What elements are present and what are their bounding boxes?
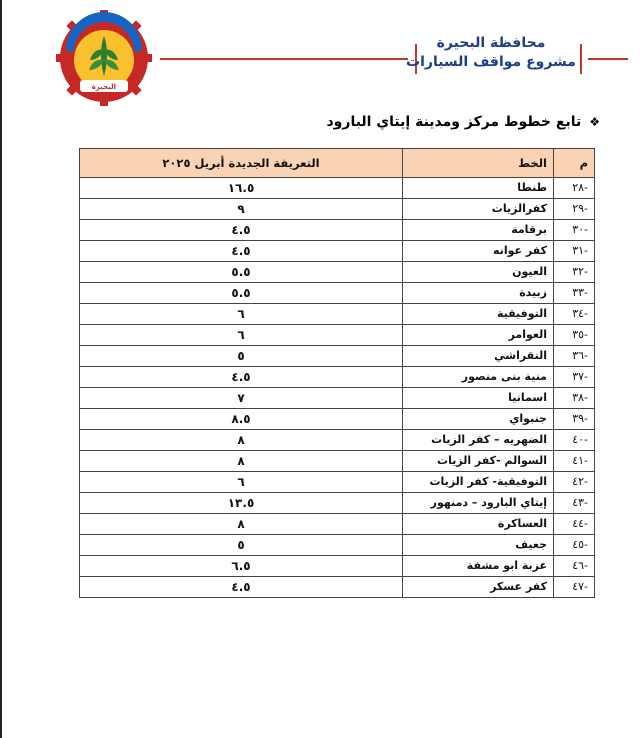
- table-row: [80, 199, 595, 220]
- table-row: [80, 514, 595, 535]
- row-number: -٣١: [554, 241, 595, 262]
- row-fare: ٨: [80, 430, 403, 451]
- governorate-name: محافظة البحيرة: [436, 35, 546, 51]
- row-line: اسمانيا: [403, 388, 554, 409]
- logo-emblem-icon: [56, 10, 152, 106]
- row-number: -٤١: [554, 451, 595, 472]
- table-row: [80, 262, 595, 283]
- row-number: -٣٧: [554, 367, 595, 388]
- row-number: -٤٥: [554, 535, 595, 556]
- table-row: [80, 451, 595, 472]
- row-number: -٣٤: [554, 304, 595, 325]
- row-line: عزبة ابو مشفة: [403, 556, 554, 577]
- table-row: [80, 556, 595, 577]
- header-num: م: [554, 149, 595, 178]
- table-body: [80, 178, 595, 598]
- row-fare: ١٣.٥: [80, 493, 403, 514]
- row-number: -٤٤: [554, 514, 595, 535]
- table-row: [80, 472, 595, 493]
- row-fare: ٥.٥: [80, 262, 403, 283]
- section-heading: [327, 114, 601, 130]
- row-number: -٣٨: [554, 388, 595, 409]
- row-fare: ٥.٥: [80, 283, 403, 304]
- project-name: مشروع مواقف السيارات: [406, 54, 576, 70]
- fares-table: [79, 148, 595, 598]
- row-fare: ٤.٥: [80, 220, 403, 241]
- governorate-logo: [56, 10, 152, 106]
- row-number: -٤٢: [554, 472, 595, 493]
- row-number: -٣٢: [554, 262, 595, 283]
- table-row: [80, 409, 595, 430]
- row-fare: ٦: [80, 325, 403, 346]
- row-fare: ٥: [80, 346, 403, 367]
- row-line: كفر عسكر: [403, 577, 554, 598]
- row-fare: ٤.٥: [80, 367, 403, 388]
- row-number: -٣٩: [554, 409, 595, 430]
- table-row: [80, 220, 595, 241]
- row-line: الضهريه – كفر الزيات: [403, 430, 554, 451]
- row-fare: ٨.٥: [80, 409, 403, 430]
- row-line: العوامر: [403, 325, 554, 346]
- row-number: -٣٥: [554, 325, 595, 346]
- table-header-row: [80, 149, 595, 178]
- header-fare: التعريفة الجديدة أبريل ٢٠٢٥: [80, 149, 403, 178]
- row-number: -٤٧: [554, 577, 595, 598]
- row-fare: ٤.٥: [80, 577, 403, 598]
- header-title-block: [406, 34, 576, 71]
- row-line: طنطا: [403, 178, 554, 199]
- row-number: -٤٦: [554, 556, 595, 577]
- table-row: [80, 430, 595, 451]
- header-line: الخط: [403, 149, 554, 178]
- row-line: جعيف: [403, 535, 554, 556]
- row-fare: ٧: [80, 388, 403, 409]
- row-line: العساكرة: [403, 514, 554, 535]
- row-line: التوفيقية: [403, 304, 554, 325]
- row-fare: ٨: [80, 451, 403, 472]
- row-number: -٢٩: [554, 199, 595, 220]
- table-row: [80, 367, 595, 388]
- header-divider-line: [160, 58, 408, 60]
- table-row: [80, 577, 595, 598]
- table-row: [80, 535, 595, 556]
- row-number: -٤٠: [554, 430, 595, 451]
- table-row: [80, 178, 595, 199]
- row-number: -٣٠: [554, 220, 595, 241]
- row-fare: ٩: [80, 199, 403, 220]
- row-fare: ٤.٥: [80, 241, 403, 262]
- table-row: [80, 388, 595, 409]
- row-fare: ٦.٥: [80, 556, 403, 577]
- row-line: كفرالزيات: [403, 199, 554, 220]
- row-line: النقراشي: [403, 346, 554, 367]
- row-fare: ١٦.٥: [80, 178, 403, 199]
- logo-caption: البحيرة: [91, 83, 116, 91]
- row-number: -٤٣: [554, 493, 595, 514]
- table-row: [80, 325, 595, 346]
- table-row: [80, 493, 595, 514]
- row-fare: ٦: [80, 304, 403, 325]
- row-number: -٢٨: [554, 178, 595, 199]
- row-line: العيون: [403, 262, 554, 283]
- row-line: التوفيقية- كفر الزيات: [403, 472, 554, 493]
- row-line: زبيدة: [403, 283, 554, 304]
- row-line: جنبواي: [403, 409, 554, 430]
- row-fare: ٨: [80, 514, 403, 535]
- row-fare: ٦: [80, 472, 403, 493]
- fares-table-wrapper: [79, 148, 595, 598]
- row-line: برقامة: [403, 220, 554, 241]
- header-divider-line-right: [588, 58, 628, 60]
- section-title: تابع خطوط مركز ومدينة إيتاي البارود: [326, 114, 582, 130]
- page-left-edge: [0, 0, 2, 738]
- row-line: إيتاي البارود – دمنهور: [403, 493, 554, 514]
- table-row: [80, 283, 595, 304]
- table-row: [80, 346, 595, 367]
- diamond-bullet-icon: ❖: [589, 115, 600, 129]
- row-line: منية بنى منصور: [403, 367, 554, 388]
- header-divider-bar-right: [580, 44, 582, 74]
- row-line: كفر عوانه: [403, 241, 554, 262]
- row-number: -٣٣: [554, 283, 595, 304]
- row-line: السوالم -كفر الزيات: [403, 451, 554, 472]
- row-number: -٣٦: [554, 346, 595, 367]
- table-row: [80, 304, 595, 325]
- row-fare: ٥: [80, 535, 403, 556]
- table-row: [80, 241, 595, 262]
